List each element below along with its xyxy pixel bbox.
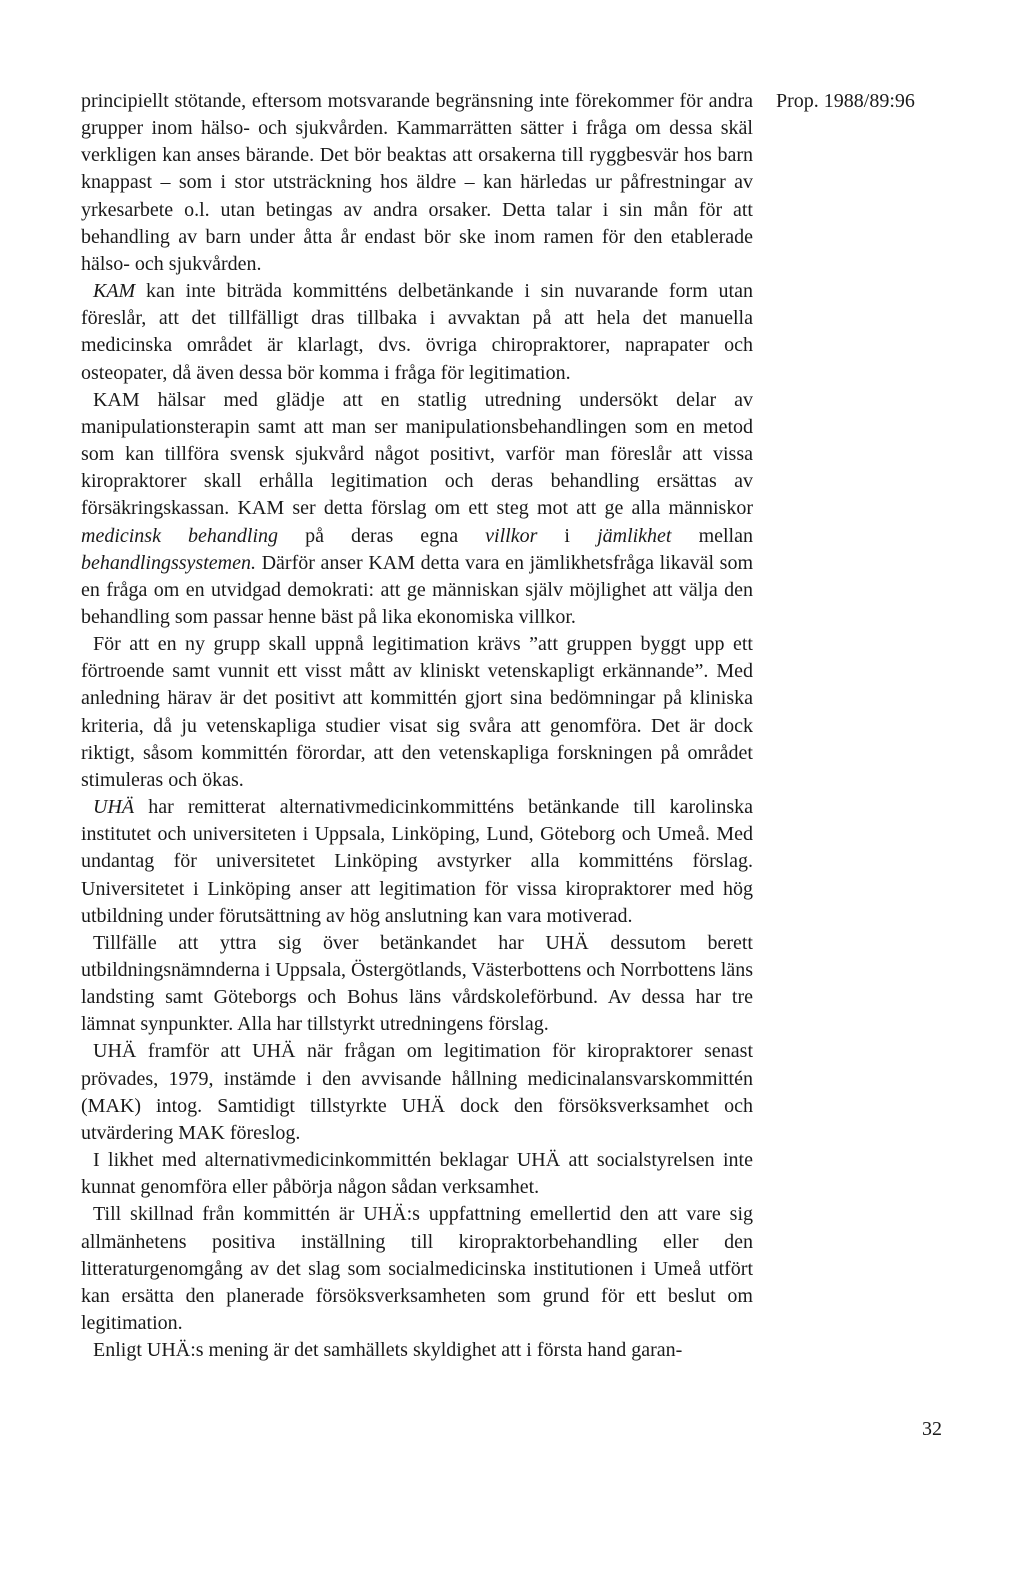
paragraph-3-text-e: Därför anser KAM detta vara en jämlikhetsfråga likaväl som en fråga om en utvidgad demokrati: att ge människan själv möjlighet att välja den behandling som passar henne bäst på lika ekonomiska villkor. [81,551,753,628]
paragraph-8 [81,1147,753,1201]
paragraph-7 [81,1038,753,1147]
paragraph-4 [81,631,753,794]
paragraph-1 [81,88,753,278]
paragraph-2 [81,278,753,387]
paragraph-3-emph-b: villkor [485,524,538,547]
paragraph-3-text-d: mellan [671,524,753,547]
paragraph-4-text: För att en ny grupp skall uppnå legitimation krävs ”att gruppen byggt upp ett förtroende samt vunnit ett visst mått av kliniskt vetenskapligt erkännande”. Med anledning härav är det positivt att kommittén gjort sina bedömningar på kliniska kriteria, då ju vetenskapliga studier visat sig svåra att genomföra. Det är dock riktigt, såsom kommittén förordar, att den vetenskapliga forskningen på området stimuleras och ökas. [81,633,753,791]
paragraph-5-text: har remitterat alternativmedicinkommitténs betänkande till karolinska institutet och universiteten i Uppsala, Linköping, Lund, Göteborg och Umeå. Med undantag för universitetet Linköping avstyrker alla kommitténs förslag. Universitetet i Linköping anser att legitimation för vissa kiropraktorer med hög utbildning under förutsättning av hög anslutning kan vara motiverad. [81,796,753,927]
paragraph-2-text: kan inte biträda kommitténs delbetänkande i sin nuvarande form utan föreslår, att det tillfälligt dras tillbaka i avvaktan på att hela det manuella medicinska området är klarlagt, dvs. övriga chiropraktorer, naprapater och osteopater, då även dessa bör komma i fråga för legitimation. [81,280,753,384]
body-text [81,88,753,1364]
paragraph-2-lead: KAM [93,280,136,303]
paragraph-8-text: I likhet med alternativmedicinkommittén beklagar UHÄ att socialstyrelsen inte kunnat genomföra eller påbörja någon sådan verksamhet. [81,1149,753,1199]
paragraph-5 [81,794,753,930]
paragraph-3-text-c: i [537,524,598,547]
paragraph-6-text: Tillfälle att yttra sig över betänkandet har UHÄ dessutom berett utbildningsnämnderna i Uppsala, Östergötlands, Västerbottens och Norrbottens läns landsting samt Göteborgs och Bohus läns vårdskoleförbund. Av dessa har tre lämnat synpunkter. Alla har tillstyrkt utredningens förslag. [81,931,753,1036]
paragraph-6 [81,930,753,1039]
paragraph-10-text: Enligt UHÄ:s mening är det samhällets skyldighet att i första hand garan- [93,1339,683,1362]
paragraph-3-text-b: på deras egna [278,524,486,547]
paragraph-7-text: UHÄ framför att UHÄ när frågan om legitimation för kiropraktorer senast prövades, 1979, instämde i den avvisande hållning medicinalansvarskommittén (MAK) intog. Samtidigt tillstyrkte UHÄ dock den försöksverksamhet och utvärdering MAK föreslog. [81,1040,753,1144]
paragraph-5-lead: UHÄ [93,796,135,819]
paragraph-3-emph-a: medicinsk behandling [81,524,279,547]
paragraph-3 [81,387,753,631]
paragraph-9-text: Till skillnad från kommittén är UHÄ:s uppfattning emellertid den att vare sig allmänhetens positiva inställning till kiropraktorbehandling eller den litteraturgenomgång av det slag som socialmedicinska institutionen i Umeå utfört kan ersätta den planerade försöksverksamheten som grund för ett beslut om legitimation. [81,1203,753,1335]
paragraph-3-emph-c: jämlikhet [597,524,672,547]
page-number: 32 [922,1418,942,1440]
paragraph-1-text: principiellt stötande, eftersom motsvarande begränsning inte förekommer för andra grupper inom hälso- och sjukvården. Kammarrätten sätter i fråga om dessa skäl verkligen kan anses bärande. Det bör beaktas att orsakerna till ryggbesvär hos barn knappast – som i stor utsträckning hos äldre – kan härledas ur påfrestningar av yrkesarbete o.l. utan betingas av andra orsaker. Detta talar i sin mån för att behandling av barn under åtta år endast bör ske inom ramen för den etablerade hälso- och sjukvården. [81,90,753,275]
paragraph-9 [81,1201,753,1337]
document-reference: Prop. 1988/89:96 [776,90,915,112]
paragraph-3-text-a: KAM hälsar med glädje att en statlig utredning undersökt delar av manipulationsterapin samt att man ser manipulationsbehandlingen som en metod som kan tillföra svensk sjukvård något positivt, varför man föreslår att vissa kiropraktorer skall erhålla legitimation och deras behandling ersättas av försäkringskassan. KAM ser detta förslag om ett steg mot att ge alla människor [81,388,753,520]
paragraph-3-emph-d: behandlingssystemen. [81,551,256,574]
paragraph-10 [81,1337,753,1364]
